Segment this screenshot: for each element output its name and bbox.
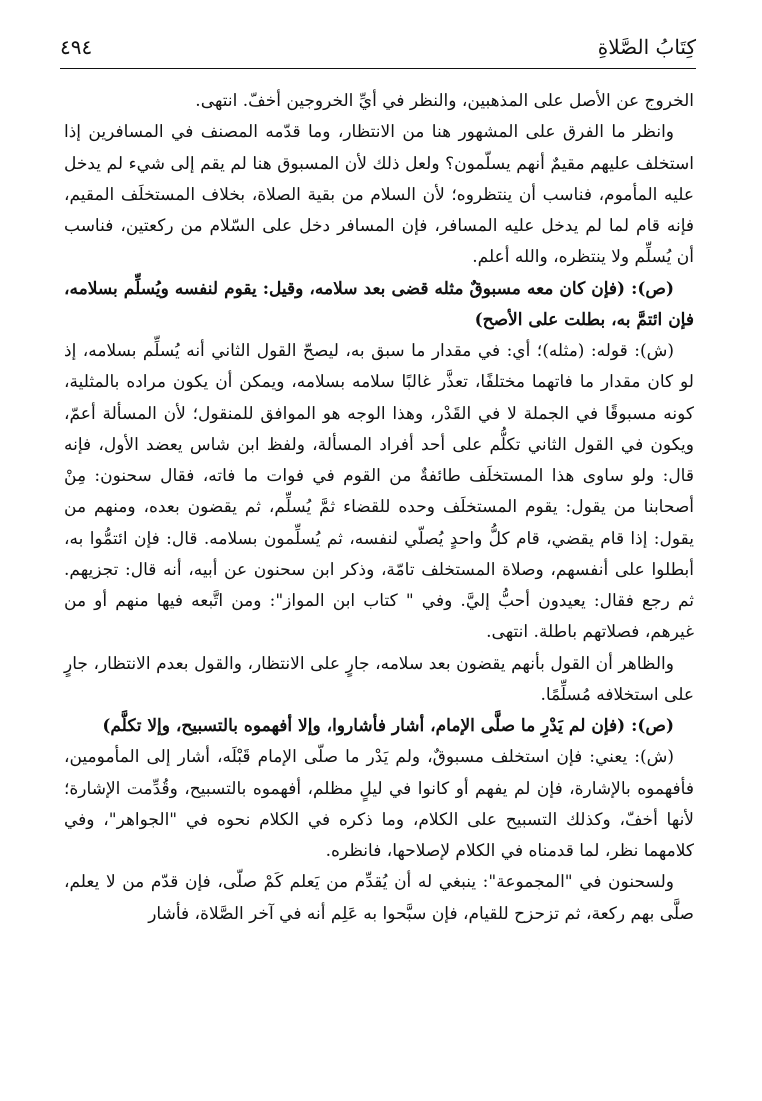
paragraph-commentary: وانظر ما الفرق على المشهور هنا من الانتظار، وما قدّمه المصنف في المسافرين إذا استخلف عليهم مقيمٌ أنهم يسلّمون؟ ولعل ذلك لأن المسبوق هنا لم يقم إلى شيء لم يدخل عليه المأموم، فناسب أن ينتظروه؛ لأن السلام من بقية الصلاة، بخلاف المستخلَف المقيم، فإنه قام لما لم يدخل عليه المسافر، فإن المسافر دخل على السّلام من ركعتين، فناسب أن يُسلِّم ولا ينتظره، والله أعلم.	[64, 122, 694, 268]
paragraph-matn: (ص): (فإن لم يَدْرِ ما صلَّى الإمام، أشار فأشاروا، وإلا أفهموه بالتسبيح، وإلا تكلَّم)	[102, 716, 674, 736]
paragraph-commentary: والظاهر أن القول بأنهم يقضون بعد سلامه، جارٍ على الانتظار، والقول بعدم الانتظار، جارٍ على استخلافه مُسلِّمًا.	[64, 653, 694, 705]
header-rule	[60, 68, 696, 69]
body-text	[64, 86, 694, 930]
page-number: ٤٩٤	[60, 35, 93, 59]
paragraph-sharh: (ش): يعني: فإن استخلف مسبوقٌ، ولم يَدْر ما صلّى الإمام قَبْلَه، أشار إلى المأمومين، فأفهموه بالإشارة، فإن لم يفهم أو كانوا في ليلٍ مظلم، أفهموه بالتسبيح، وقُدِّمت الإشارة؛ لأنها أخفّ، وكذلك التسبيح على الكلام، وما ذكره في الكلام نحوه في "الجواهر"، وفي كلامهما نظر، لما قدمناه في الكلام لإصلاحها، فانظره.	[64, 747, 694, 861]
paragraph-continuation: الخروج عن الأصل على المذهبين، والنظر في أيِّ الخروجين أخفّ. انتهى.	[195, 91, 694, 111]
paragraph-sharh: (ش): قوله: (مثله)؛ أي: في مقدار ما سبق به، ليصحّ القول الثاني أنه يُسلِّم بسلامه، إذ لو كان مقدار ما فاتهما مختلفًا، تعذَّر غالبًا سلامه بسلامه، ويمكن أن يكون مراده بالمثلية، كونه مسبوقًا في الجملة لا في القَدْر، وهذا الوجه هو الموافق للمنقول؛ لأن المسألة أعمّ، ويكون في القول الثاني تكلُّم على أحد أفراد المسألة، ولفظ ابن شاس يعضد الأول، فإنه قال: ولو ساوى هذا المستخلَف طائفةٌ من القوم في فوات ما فاته، فقال سحنون: مِنْ أصحابنا من يقول: يقوم المستخلَف وحده للقضاء ثمَّ يُسلِّم، ثم يقضون بعده، ومنهم من يقول: إذا قام يقضي، قام كلُّ واحدٍ يُصلّي لنفسه، ثم يُسلِّمون بسلامه. قال: فإن ائتمُّوا به، أبطلوا على أنفسهم، وصلاة المستخلف تامّة، وذكر ابن سحنون عن أبيه، أنه قال: تجزيهم. ثم رجع فقال: يعيدون أحبُّ إليَّ. وفي " كتاب ابن المواز": ومن اتَّبعه فيها منهم أو من غيرهم، فصلاتهم باطلة. انتهى.	[64, 341, 694, 643]
running-head	[60, 30, 696, 66]
paragraph-matn: (ص): (فإن كان معه مسبوقٌ مثله قضى بعد سلامه، وقيل: يقوم لنفسه ويُسلِّم بسلامه، فإن ائتمَّ به، بطلت على الأصح)	[64, 278, 694, 330]
book-title: كِتَابُ الصَّلاةِ	[597, 35, 696, 59]
paragraph-commentary: ولسحنون في "المجموعة": ينبغي له أن يُقدِّم من يَعلم كَمْ صلّى، فإن قدّم من لا يعلم، صلَّى بهم ركعة، ثم تزحزح للقيام، فإن سبَّحوا به عَلِم أنه في آخر الصَّلاة، فأشار	[64, 872, 694, 924]
